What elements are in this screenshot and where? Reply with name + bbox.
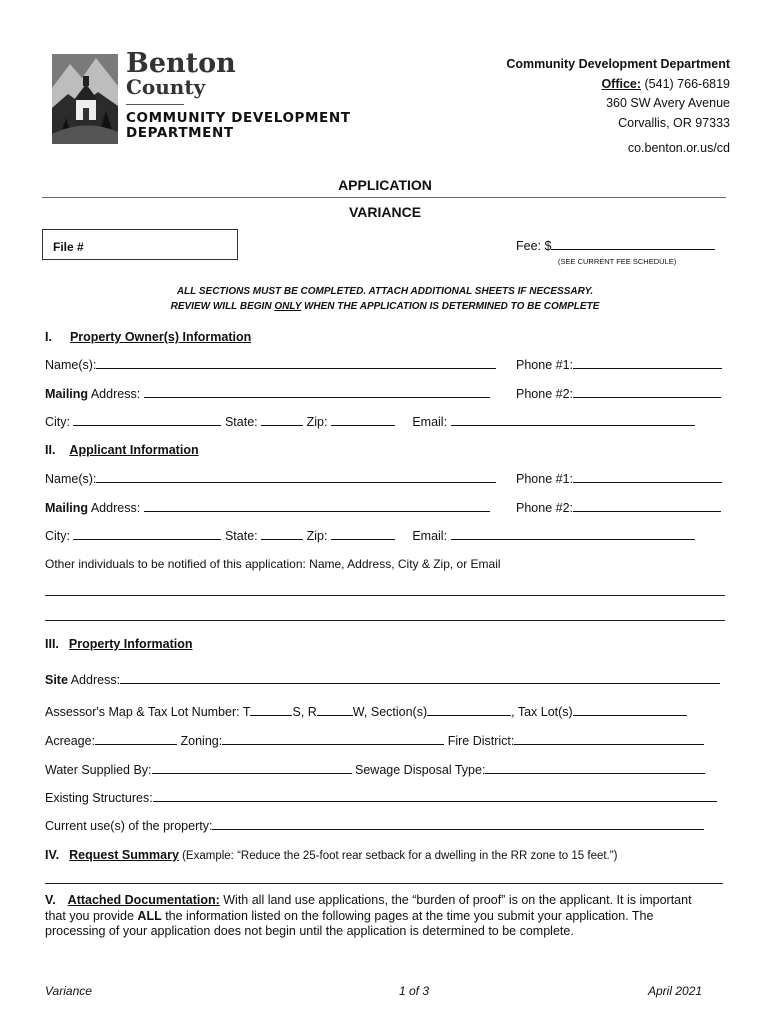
fee-row: [516, 238, 715, 254]
site-address-field[interactable]: [120, 672, 720, 684]
section3-number: III.: [45, 637, 59, 651]
section2-heading: [45, 443, 199, 457]
owner-phone2-label: Phone #2:: [516, 387, 573, 401]
applicant-state-field[interactable]: [261, 528, 303, 540]
section5-all: ALL: [137, 908, 162, 923]
owner-mailing-row: [45, 386, 490, 402]
site-address-bold: Site: [45, 673, 68, 687]
logo-dept-line1: COMMUNITY DEVELOPMENT: [126, 110, 351, 126]
owner-city-label: City:: [45, 415, 70, 429]
applicant-mailing-field[interactable]: [144, 500, 490, 512]
acreage-row: [45, 733, 704, 749]
applicant-state-label: State:: [224, 529, 258, 543]
logo-department: [126, 111, 351, 141]
county-logo-icon: [48, 48, 122, 148]
section5-number: V.: [45, 893, 56, 907]
other-individuals-line2[interactable]: [45, 620, 725, 621]
owner-phone2-field[interactable]: [573, 386, 721, 398]
owner-name-field[interactable]: [96, 357, 496, 369]
notice-line2-post: WHEN THE APPLICATION IS DETERMINED TO BE COMPLETE: [301, 301, 600, 312]
applicant-name-label: Name(s):: [45, 472, 97, 486]
current-use-field[interactable]: [212, 818, 704, 830]
owner-name-row: [45, 357, 496, 373]
footer-form-name: Variance: [45, 984, 92, 998]
owner-phone1-row: [516, 357, 722, 373]
applicant-city-label: City:: [45, 529, 70, 543]
owner-city-row: [45, 414, 695, 430]
applicant-phone1-field[interactable]: [573, 471, 722, 483]
contact-department: Community Development Department: [506, 57, 730, 71]
fee-note: (SEE CURRENT FEE SCHEDULE): [558, 257, 677, 266]
structures-row: [45, 790, 717, 806]
tax-lot-label: , Tax Lot(s): [511, 705, 573, 719]
notice-line2-only: ONLY: [274, 301, 302, 312]
office-label: Office:: [601, 76, 642, 91]
owner-city-field[interactable]: [73, 414, 221, 426]
contact-street: 360 SW Avery Avenue: [606, 96, 730, 110]
file-number-label: File #: [53, 240, 84, 254]
applicant-phone2-label: Phone #2:: [516, 501, 573, 515]
contact-city: Corvallis, OR 97333: [618, 115, 730, 130]
owner-email-label: Email:: [412, 415, 448, 429]
other-individuals-label: Other individuals to be notified of this application: Name, Address, City & Zip, or Email: [45, 557, 501, 571]
acreage-label: Acreage:: [45, 734, 96, 748]
owner-name-label: Name(s):: [45, 358, 97, 372]
zoning-label: Zoning:: [180, 734, 223, 748]
section5-text2: the information listed on the following pages at the time you submit your application. The processing of your application does not begin until the application is determined to be complete.: [45, 908, 654, 938]
request-summary-line[interactable]: [45, 883, 723, 884]
office-phone: (541) 766-6819: [644, 76, 730, 91]
site-address-label: Address:: [67, 673, 121, 687]
applicant-email-label: Email:: [412, 529, 448, 543]
fire-district-field[interactable]: [514, 733, 704, 745]
title-divider: [42, 197, 726, 198]
logo-dept-line2: DEPARTMENT: [126, 125, 234, 141]
owner-email-field[interactable]: [451, 414, 695, 426]
applicant-mailing-label: Address:: [88, 501, 141, 515]
footer-page-number: 1 of 3: [399, 984, 430, 998]
section3-heading: [45, 637, 193, 651]
section5-title: Attached Documentation:: [67, 893, 220, 907]
section1-number: I.: [45, 330, 52, 344]
notice-line2-pre: REVIEW WILL BEGIN: [170, 301, 275, 312]
structures-label: Existing Structures:: [45, 791, 153, 805]
applicant-city-field[interactable]: [73, 528, 221, 540]
current-use-label: Current use(s) of the property:: [45, 819, 213, 833]
range-label: S, R: [292, 705, 317, 719]
applicant-zip-field[interactable]: [331, 528, 395, 540]
applicant-phone2-field[interactable]: [573, 500, 721, 512]
section4-number: IV.: [45, 848, 60, 862]
fire-district-label: Fire District:: [447, 734, 515, 748]
contact-office: [506, 75, 730, 95]
section3-title: Property Information: [68, 637, 193, 651]
owner-state-field[interactable]: [261, 414, 303, 426]
section2-title: Applicant Information: [69, 443, 199, 457]
site-address-row: [45, 672, 720, 688]
fee-label: Fee: $: [516, 239, 552, 253]
tax-lot-field[interactable]: [573, 704, 687, 716]
page-title: APPLICATION: [338, 177, 432, 193]
footer-date: April 2021: [648, 984, 703, 998]
range-field[interactable]: [317, 704, 353, 716]
applicant-email-field[interactable]: [451, 528, 695, 540]
logo-name-line1: Benton: [126, 48, 236, 79]
applicant-mailing-row: [45, 500, 490, 516]
applicant-phone1-row: [516, 471, 722, 487]
sewage-field[interactable]: [485, 762, 705, 774]
owner-zip-field[interactable]: [331, 414, 395, 426]
file-number-box[interactable]: [42, 229, 238, 260]
applicant-phone1-label: Phone #1:: [516, 472, 573, 486]
section-field[interactable]: [427, 704, 511, 716]
other-individuals-line1[interactable]: [45, 595, 725, 596]
notice-line2: [0, 299, 770, 315]
section4-heading: [45, 847, 617, 864]
acreage-field[interactable]: [95, 733, 177, 745]
water-label: Water Supplied By:: [45, 763, 152, 777]
applicant-phone2-row: [516, 500, 721, 516]
owner-state-label: State:: [224, 415, 258, 429]
applicant-city-row: [45, 528, 695, 544]
section4-title: Request Summary: [69, 848, 179, 862]
assessor-map-label: Assessor's Map & Tax Lot Number: T: [45, 705, 251, 719]
owner-mailing-label: Address:: [88, 387, 141, 401]
owner-mailing-field[interactable]: [144, 386, 490, 398]
section1-title: Property Owner(s) Information: [69, 330, 252, 344]
assessor-map-row: [45, 704, 687, 720]
applicant-name-field[interactable]: [96, 471, 496, 483]
owner-phone1-field[interactable]: [573, 357, 722, 369]
water-row: [45, 762, 705, 778]
section4-example: (Example: “Reduce the 25-foot rear setback for a dwelling in the RR zone to 15 feet.”): [178, 850, 618, 862]
logo-wordmark: [126, 50, 236, 97]
section1-heading: [45, 330, 251, 344]
notice-line1: ALL SECTIONS MUST BE COMPLETED. ATTACH ADDITIONAL SHEETS IF NECESSARY.: [176, 286, 594, 297]
contact-website[interactable]: co.benton.or.us/cd: [627, 141, 730, 155]
section5-text1: With all land use applications, the “burden of proof” is on the applicant. It is important that you provide: [45, 893, 692, 923]
fee-field[interactable]: [551, 238, 715, 250]
owner-phone1-label: Phone #1:: [516, 358, 573, 372]
applicant-zip-label: Zip:: [306, 529, 328, 543]
current-use-row: [45, 818, 704, 834]
water-field[interactable]: [152, 762, 352, 774]
owner-mailing-bold: Mailing: [45, 387, 89, 401]
logo-name-line2: County: [126, 75, 206, 99]
sewage-label: Sewage Disposal Type:: [355, 763, 486, 777]
township-field[interactable]: [250, 704, 292, 716]
section2-number: II.: [45, 443, 56, 457]
page-subtitle: VARIANCE: [348, 204, 422, 220]
applicant-name-row: [45, 471, 496, 487]
owner-phone2-row: [516, 386, 721, 402]
logo-divider: [126, 104, 184, 105]
section-label: W, Section(s): [352, 705, 428, 719]
structures-field[interactable]: [153, 790, 717, 802]
zoning-field[interactable]: [222, 733, 444, 745]
section5-paragraph: [45, 893, 715, 940]
applicant-mailing-bold: Mailing: [45, 501, 89, 515]
owner-zip-label: Zip:: [306, 415, 328, 429]
contact-block: [506, 55, 730, 159]
